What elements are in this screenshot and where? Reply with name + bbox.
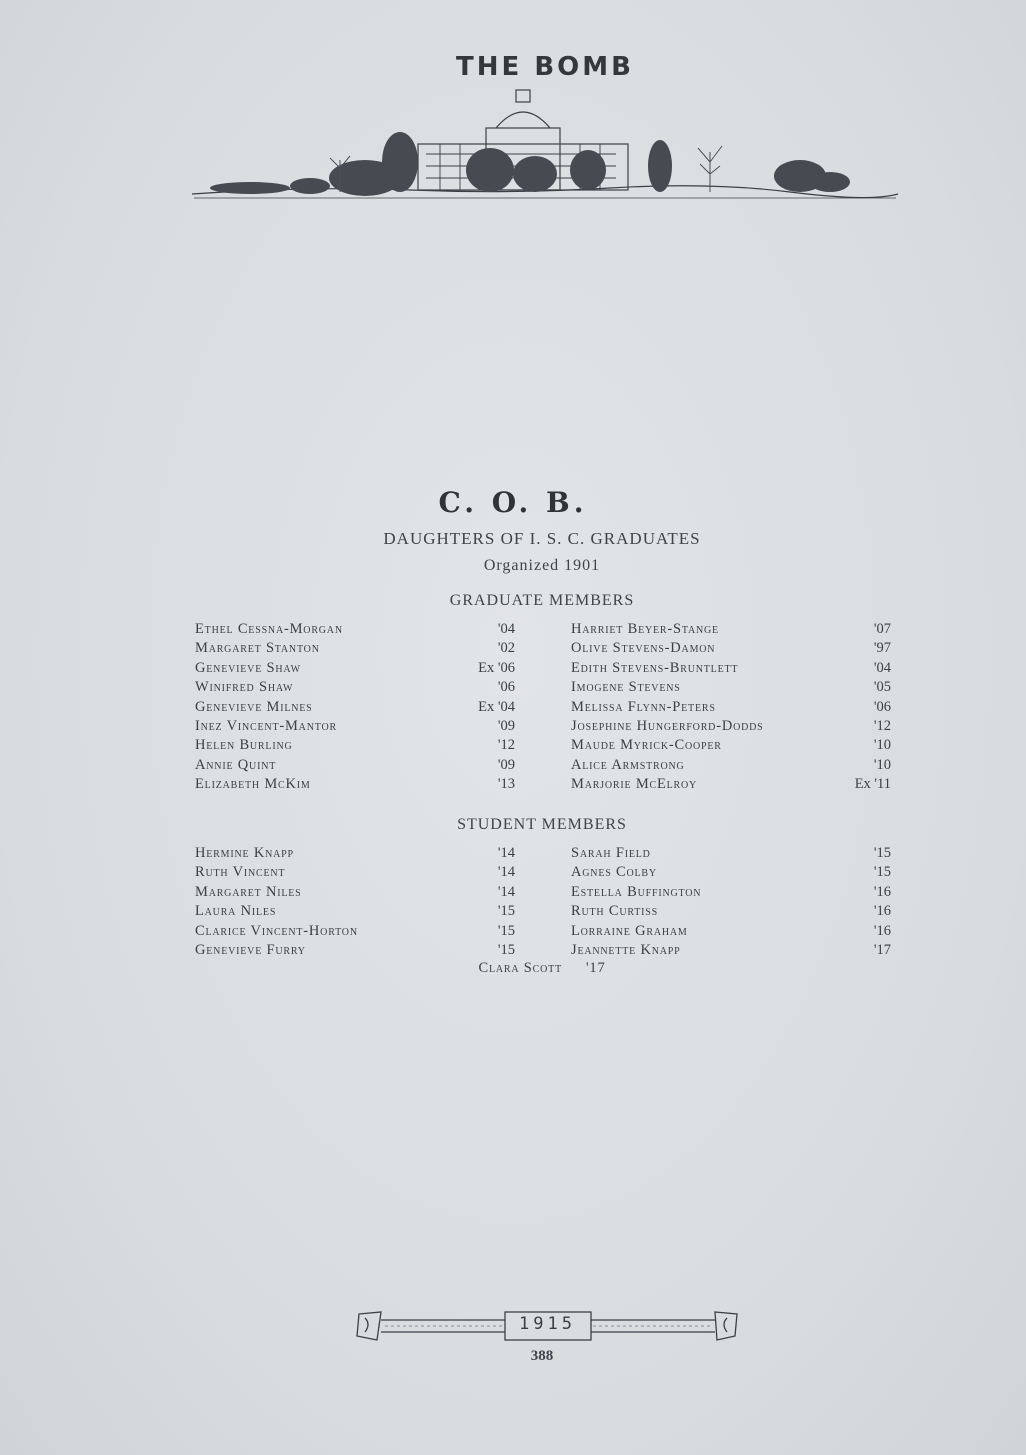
member-name: Margaret Niles xyxy=(195,883,302,900)
table-row xyxy=(195,717,895,736)
member-name: Edith Stevens-Bruntlett xyxy=(571,659,739,676)
member-class-year: '13 xyxy=(497,776,515,793)
page-number: 388 xyxy=(530,1348,554,1364)
member-class-year: Ex '06 xyxy=(478,659,515,676)
member-class-year: '09 xyxy=(497,756,515,773)
member-name: Melissa Flynn-Peters xyxy=(571,698,716,715)
member-name: Josephine Hungerford-Dodds xyxy=(571,717,764,734)
member-class-year: '12 xyxy=(873,717,891,734)
campus-illustration xyxy=(190,82,900,208)
member-name: Jeannette Knapp xyxy=(571,941,681,958)
member-class-year: '02 xyxy=(497,640,515,657)
student-members-heading: STUDENT MEMBERS xyxy=(457,816,627,833)
member-name: Clara Scott xyxy=(478,960,562,976)
footer-year: 1915 xyxy=(519,1314,576,1334)
member-name: Laura Niles xyxy=(195,903,277,920)
member-name: Estella Buffington xyxy=(571,883,702,900)
member-class-year: '15 xyxy=(873,845,891,861)
member-name: Genevieve Shaw xyxy=(195,659,301,676)
member-class-year: '17 xyxy=(585,960,606,976)
member-name: Winifred Shaw xyxy=(195,679,294,696)
table-row xyxy=(195,620,895,639)
member-class-year: '16 xyxy=(873,922,891,939)
society-symbol: C. O. B. xyxy=(438,486,588,519)
graduate-members-table xyxy=(195,620,895,795)
member-name: Marjorie McElroy xyxy=(571,776,698,793)
member-class-year: '16 xyxy=(873,883,891,900)
last-student-row xyxy=(0,960,1026,977)
organized-date: Organized 1901 xyxy=(483,557,601,574)
member-name: Inez Vincent-Mantor xyxy=(195,717,337,734)
graduate-members-heading: GRADUATE MEMBERS xyxy=(449,592,635,609)
member-name: Annie Quint xyxy=(195,756,277,773)
member-class-year: '06 xyxy=(497,679,515,696)
member-class-year: '97 xyxy=(873,640,891,657)
member-class-year: '15 xyxy=(497,941,515,958)
member-name: Olive Stevens-Damon xyxy=(571,640,716,657)
member-name: Maude Myrick-Cooper xyxy=(571,737,722,754)
member-class-year: '10 xyxy=(873,756,891,773)
member-class-year: '15 xyxy=(497,903,515,920)
member-class-year: '09 xyxy=(497,717,515,734)
member-name: Elizabeth McKim xyxy=(195,776,311,793)
member-class-year: '05 xyxy=(873,679,891,696)
table-row xyxy=(195,736,895,755)
member-name: Imogene Stevens xyxy=(571,679,681,696)
member-class-year: Ex '11 xyxy=(854,776,891,793)
member-name: Agnes Colby xyxy=(571,864,657,881)
student-members-table xyxy=(195,844,895,960)
member-name: Helen Burling xyxy=(195,737,293,754)
society-subtitle: DAUGHTERS OF I. S. C. GRADUATES xyxy=(383,529,701,548)
table-row xyxy=(195,902,895,921)
member-name: Ruth Curtiss xyxy=(571,903,658,920)
member-name: Ethel Cessna-Morgan xyxy=(195,621,343,637)
member-class-year: '16 xyxy=(873,903,891,920)
table-row xyxy=(195,844,895,863)
member-name: Margaret Stanton xyxy=(195,640,320,657)
member-class-year: '04 xyxy=(497,621,515,637)
table-row xyxy=(195,698,895,717)
member-name: Clarice Vincent-Horton xyxy=(195,922,358,939)
member-class-year: '06 xyxy=(873,698,891,715)
member-class-year: '15 xyxy=(873,864,891,881)
member-class-year: '17 xyxy=(873,941,891,958)
member-name: Hermine Knapp xyxy=(195,845,294,861)
member-name: Lorraine Graham xyxy=(571,922,688,939)
member-class-year: Ex '04 xyxy=(478,698,515,715)
footer-banner xyxy=(355,1306,740,1346)
member-name: Sarah Field xyxy=(571,845,651,861)
member-class-year: '07 xyxy=(873,621,891,637)
table-row xyxy=(195,775,895,794)
table-row xyxy=(195,659,895,678)
member-name: Genevieve Furry xyxy=(195,941,306,958)
member-name: Harriet Beyer-Stange xyxy=(571,621,719,637)
member-class-year: '10 xyxy=(873,737,891,754)
table-row xyxy=(195,639,895,658)
table-row xyxy=(195,883,895,902)
member-class-year: '04 xyxy=(873,659,891,676)
member-name: Genevieve Milnes xyxy=(195,698,313,715)
table-row xyxy=(195,922,895,941)
table-row xyxy=(195,756,895,775)
table-row xyxy=(195,678,895,697)
header-banner xyxy=(190,48,900,208)
table-row xyxy=(195,941,895,960)
table-row xyxy=(195,863,895,882)
member-class-year: '14 xyxy=(497,845,515,861)
member-class-year: '15 xyxy=(497,922,515,939)
member-class-year: '14 xyxy=(497,864,515,881)
member-name: Alice Armstrong xyxy=(571,756,685,773)
member-name: Ruth Vincent xyxy=(195,864,286,881)
member-class-year: '14 xyxy=(497,883,515,900)
header-title: THE BOMB xyxy=(456,52,634,82)
member-class-year: '12 xyxy=(497,737,515,754)
